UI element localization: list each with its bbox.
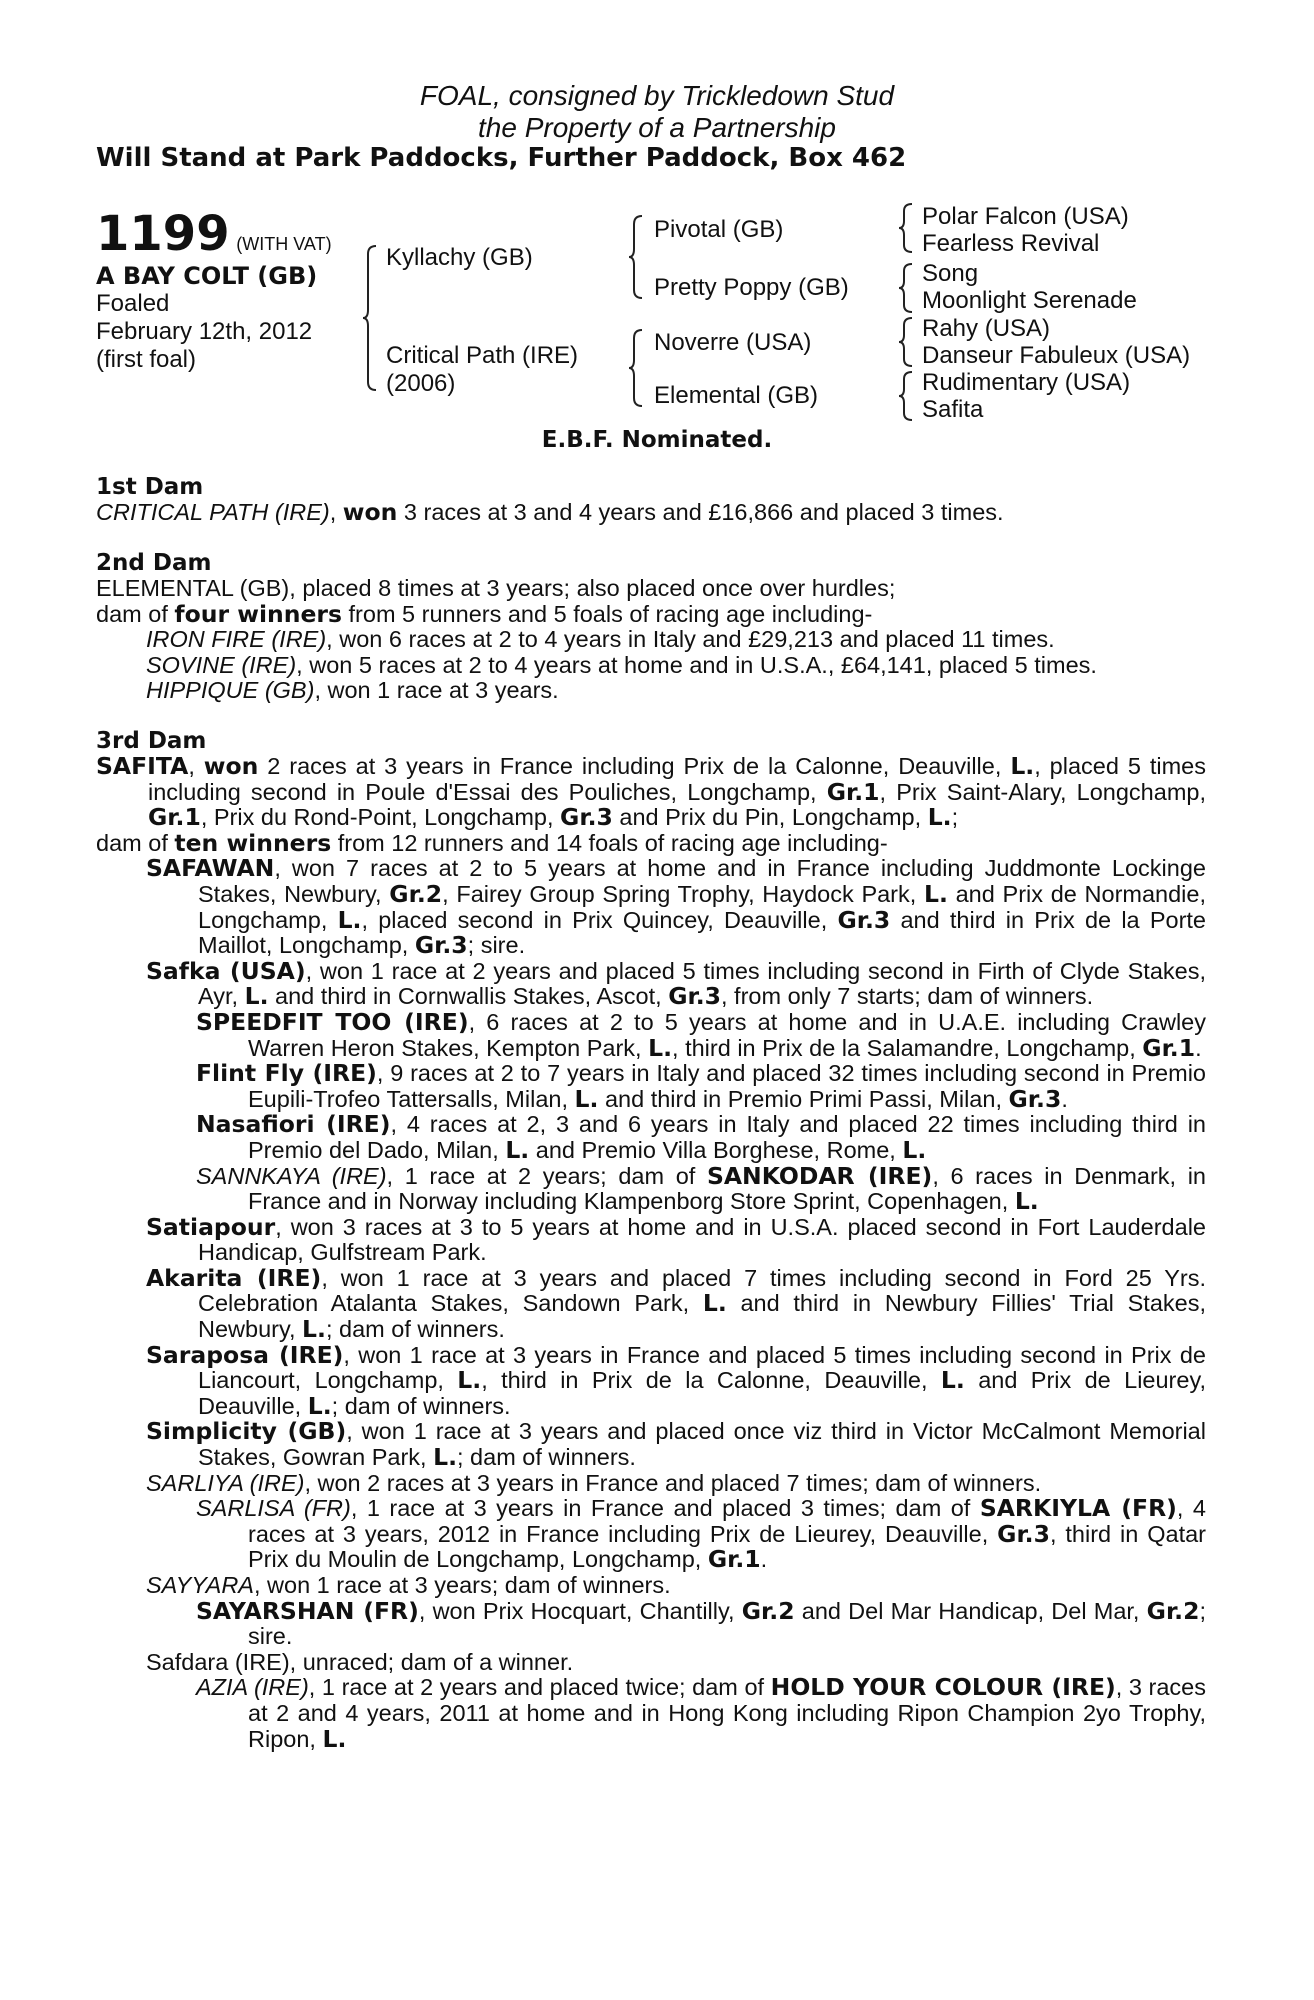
text-run: , won 1 race at 2 years and placed 5 times including second in Firth of Clyde Stakes, Ayr, — [198, 957, 1206, 1010]
text-run: , won 1 race at 3 years in France and placed 5 times including second in Prix de Liancourt, Longchamp, — [198, 1341, 1206, 1394]
bold-text: L. — [322, 1724, 347, 1753]
bold-text: Gr.1 — [1142, 1033, 1196, 1062]
property-line: the Property of a Partnership — [478, 112, 836, 143]
third-dam-section — [96, 728, 1206, 1752]
text-run: ; sire. — [248, 1597, 1206, 1650]
bold-text: SANKODAR (IRE) — [706, 1161, 933, 1190]
text-run: . — [760, 1546, 768, 1573]
lot-title: A BAY COLT (GB) — [96, 262, 318, 290]
bold-text: L. — [337, 905, 362, 934]
bold-text: Simplicity (GB) — [146, 1417, 347, 1446]
entry-paragraph — [96, 1061, 1206, 1112]
italic-text: SOVINE (IRE) — [146, 651, 297, 678]
entry-paragraph — [96, 754, 1206, 831]
second-dam-body — [96, 576, 1206, 704]
text-run: , 6 races in Denmark, in France and in Norway including Klampenborg Store Sprint, Copenhagen, — [248, 1162, 1206, 1215]
entry-paragraph — [96, 1596, 1206, 1650]
ped-sdd: Moonlight Serenade — [922, 287, 1137, 314]
bold-text: L. — [648, 1033, 673, 1062]
bold-text: Gr.2 — [741, 1596, 795, 1625]
second-dam-heading: 2nd Dam — [96, 550, 212, 576]
bold-text: L. — [505, 1135, 530, 1164]
bold-text: Safka (USA) — [146, 956, 306, 985]
bold-text: four winners — [174, 599, 342, 628]
entry-paragraph — [96, 1419, 1206, 1470]
text-run: , won Prix Hocquart, Chantilly, — [418, 1597, 742, 1624]
bold-text: won — [342, 498, 398, 526]
italic-text: SARLIYA (IRE) — [146, 1469, 305, 1496]
text-run: , 3 races at 2 and 4 years, 2011 at home and in Hong Kong including Ripon Champion 2yo Trophy, Ripon, — [248, 1674, 1207, 1752]
bold-text: SAFAWAN — [146, 854, 275, 883]
entry-paragraph — [96, 653, 1206, 679]
bold-text: Flint Fly (IRE) — [196, 1059, 377, 1088]
bold-text: Gr.1 — [826, 777, 880, 806]
italic-text: SANNKAYA (IRE) — [196, 1162, 387, 1189]
entry-paragraph — [96, 1263, 1207, 1344]
bold-text: L. — [1010, 752, 1035, 780]
text-run: , — [188, 753, 204, 779]
text-run: , 4 races at 2, 3 and 6 years in Italy and placed 22 times including third in Premio del Dado, Milan, — [248, 1111, 1206, 1163]
bold-text: Akarita (IRE) — [146, 1263, 322, 1292]
ped-sd: Pretty Poppy (GB) — [654, 274, 849, 301]
bold-text: SAYARSHAN (FR) — [196, 1596, 419, 1625]
ped-ddd: Safita — [922, 396, 984, 423]
text-run: . — [1195, 1034, 1202, 1061]
lot-number: 1199 — [96, 206, 230, 262]
text-run: , 1 race at 2 years; dam of — [386, 1162, 707, 1189]
text-run: ; sire. — [467, 932, 526, 959]
dam-year: (2006) — [386, 370, 456, 397]
text-run: and Premio Villa Borghese, Rome, — [529, 1136, 903, 1163]
text-run: ; dam of winners. — [331, 1392, 511, 1419]
entry-paragraph — [96, 1650, 1206, 1676]
bold-text: L. — [574, 1084, 599, 1113]
bold-text: Gr.3 — [997, 1519, 1050, 1548]
entry-paragraph — [96, 1496, 1206, 1573]
text-run: ; — [951, 804, 959, 831]
text-run: and Del Mar Handicap, Del Mar, — [794, 1597, 1147, 1624]
consignor-line: FOAL, consigned by Trickledown Stud — [419, 80, 895, 111]
text-run: and Prix de Lieurey, Deauville, — [198, 1367, 1206, 1419]
bold-text: L. — [940, 1366, 965, 1395]
italic-text: SARLISA (FR) — [196, 1495, 351, 1522]
first-dam-text — [96, 500, 1206, 526]
text-run: from 12 runners and 14 foals of racing age including- — [331, 829, 888, 856]
bold-text: won — [203, 752, 259, 780]
text-run: . — [1061, 1085, 1068, 1112]
bold-text: Gr.2 — [1146, 1596, 1200, 1625]
entry-paragraph — [96, 1112, 1206, 1163]
ped-dss: Rahy (USA) — [922, 315, 1051, 342]
lot-number-line — [96, 208, 332, 260]
text-run: , 9 races at 2 to 7 years in Italy and placed 32 times including second in Premio Eupili-Trofeo Tattersalls, Milan, — [248, 1060, 1206, 1112]
bold-text: L. — [244, 982, 269, 1011]
text-run: , won 1 race at 3 years. — [314, 677, 559, 704]
bold-text: SPEEDFIT TOO (IRE) — [196, 1007, 469, 1036]
stand-line: Will Stand at Park Paddocks, Further Paddock, Box 462 — [96, 143, 907, 173]
text-run: , won 7 races at 2 to 5 years at home and in France including Juddmonte Lockinge Stakes, Newbury, — [198, 855, 1206, 907]
bold-text: Gr.1 — [707, 1545, 761, 1574]
italic-text: AZIA (IRE) — [196, 1674, 309, 1701]
text-run: , won 6 races at 2 to 4 years in Italy and £29,213 and placed 11 times. — [326, 626, 1055, 653]
ped-ds: Noverre (USA) — [654, 329, 812, 356]
text-run: and third in Newbury Fillies' Trial Stakes, Newbury, — [198, 1290, 1206, 1343]
entry-paragraph — [96, 1573, 1206, 1599]
bold-text: Gr.2 — [389, 879, 443, 908]
ped-ss: Pivotal (GB) — [654, 216, 784, 243]
bold-text: ten winners — [174, 828, 332, 857]
third-dam-body — [96, 754, 1206, 1752]
text-run: , third in Prix de la Calonne, Deauville, — [481, 1367, 941, 1394]
text-run: , won 1 race at 3 years and placed once viz third in Victor McCalmont Memorial Stakes, Gowran Park, — [198, 1418, 1206, 1471]
text-run: , third in Prix de la Salamandre, Longchamp, — [672, 1034, 1143, 1061]
dam-name: Critical Path (IRE) — [386, 342, 579, 369]
text-run: ; dam of winners. — [325, 1316, 505, 1343]
third-dam-heading: 3rd Dam — [96, 728, 207, 754]
ped-dd: Elemental (GB) — [654, 382, 819, 409]
italic-text: CRITICAL PATH (IRE) — [96, 499, 330, 525]
entry-paragraph — [96, 856, 1206, 958]
entry-paragraph — [96, 576, 1206, 602]
text-run: , placed 5 times including second in Poule d'Essai des Pouliches, Longchamp, — [148, 753, 1206, 805]
ss-brace — [898, 202, 914, 254]
text-run: , Prix Saint-Alary, Longchamp, — [879, 778, 1206, 805]
entry-paragraph — [96, 1471, 1206, 1497]
foaled-date: February 12th, 2012 — [96, 318, 313, 345]
entry-paragraph — [96, 1340, 1206, 1420]
text-run: , won 2 races at 3 years in France and placed 7 times; dam of winners. — [304, 1469, 1042, 1496]
ped-dsd: Danseur Fabuleux (USA) — [922, 342, 1191, 369]
bold-text: Gr.3 — [560, 803, 613, 832]
text-run: , won 5 races at 2 to 4 years at home and in U.S.A., £64,141, placed 5 times. — [296, 651, 1097, 678]
bold-text: L. — [1014, 1187, 1039, 1216]
entry-paragraph — [96, 828, 1206, 857]
text-run: dam of — [96, 829, 175, 856]
first-dam-heading: 1st Dam — [96, 474, 204, 500]
text-run: , Prix du Rond-Point, Longchamp, — [200, 804, 561, 831]
italic-text: SAYYARA — [146, 1572, 254, 1598]
ped-sds: Song — [922, 260, 979, 287]
bold-text: Gr.3 — [1008, 1084, 1062, 1113]
bold-text: Gr.3 — [414, 931, 468, 960]
text-run: and third in Cornwallis Stakes, Ascot, — [268, 983, 669, 1010]
bold-text: Satiapour — [146, 1212, 276, 1241]
ped-sss: Polar Falcon (USA) — [922, 203, 1129, 230]
text-run: 2 races at 3 years in France including Prix de la Calonne, Deauville, — [258, 753, 1011, 779]
text-run: , third in Qatar Prix du Moulin de Longchamp, Longchamp, — [248, 1520, 1206, 1573]
bold-text: SAFITA — [96, 752, 189, 780]
bold-text: Saraposa (IRE) — [146, 1340, 344, 1369]
text-run: ELEMENTAL (GB), placed 8 times at 3 years; also placed once over hurdles; — [96, 575, 896, 601]
text-run: , 6 races at 2 to 5 years at home and in U.A.E. including Crawley Warren Heron Stakes, Kempton Park, — [248, 1008, 1206, 1061]
bold-text: L. — [433, 1443, 457, 1472]
bold-text: Gr.3 — [668, 982, 721, 1011]
foaled-label: Foaled — [96, 290, 170, 317]
first-dam-section — [96, 474, 1206, 526]
text-run: 3 races at 3 and 4 years and £16,866 and placed 3 times. — [397, 499, 1004, 525]
ebf-nominated: E.B.F. Nominated. — [541, 427, 773, 453]
text-run: from 5 runners and 5 foals of racing age including- — [342, 600, 873, 627]
italic-text: IRON FIRE (IRE) — [146, 626, 327, 653]
text-run: dam of — [96, 600, 175, 627]
text-run: , won 1 race at 3 years and placed 7 times including second in Ford 25 Yrs. Celebration Atalanta Stakes, Sandown Park, — [198, 1264, 1207, 1317]
entry-paragraph — [96, 678, 1206, 704]
foal-note: (first foal) — [96, 346, 197, 373]
entry-paragraph — [96, 956, 1206, 1011]
text-run: and third in Premio Primi Passi, Milan, — [598, 1085, 1009, 1112]
bold-text: L. — [927, 803, 952, 832]
entry-paragraph — [96, 1007, 1206, 1062]
text-run: and Prix du Pin, Longchamp, — [612, 804, 928, 831]
sd-brace — [898, 262, 914, 314]
text-run: , Fairey Group Spring Trophy, Haydock Park, — [442, 880, 924, 907]
ped-ssd: Fearless Revival — [922, 230, 1100, 257]
entry-paragraph — [96, 1675, 1206, 1752]
bold-text: SARKIYLA (FR) — [979, 1494, 1177, 1523]
text-run: , 1 race at 2 years and placed twice; dam of — [308, 1674, 771, 1701]
dd-brace — [898, 370, 914, 422]
text-run: , 4 races at 3 years, 2012 in France including Prix de Lieurey, Deauville, — [248, 1495, 1206, 1547]
sire-line-brace — [628, 214, 644, 300]
bold-text: L. — [302, 1315, 326, 1344]
text-run: , won 3 races at 3 to 5 years at home and in U.S.A. placed second in Fort Lauderdale Handicap, Gulfstream Park. — [198, 1213, 1206, 1266]
bold-text: Gr.1 — [148, 803, 201, 832]
text-run: Safdara (IRE), unraced; dam of a winner. — [146, 1648, 574, 1675]
bold-text: HOLD YOUR COLOUR (IRE) — [770, 1673, 1116, 1702]
entry-paragraph — [96, 1212, 1206, 1266]
text-run: , from only 7 starts; dam of winners. — [721, 983, 1094, 1010]
italic-text: HIPPIQUE (GB) — [146, 677, 315, 704]
sire-dam-brace — [362, 244, 378, 392]
ds-brace — [898, 316, 914, 368]
entry-paragraph — [96, 627, 1206, 653]
entry-paragraph — [96, 599, 1206, 628]
text-run: ; dam of winners. — [457, 1444, 636, 1471]
text-run: and third in Prix de la Porte Maillot, Longchamp, — [198, 906, 1206, 959]
ped-dds: Rudimentary (USA) — [922, 369, 1131, 396]
bold-text: L. — [702, 1289, 727, 1318]
text-run: , — [329, 499, 343, 525]
vat-label: (WITH VAT) — [236, 234, 332, 254]
bold-text: L. — [924, 879, 948, 908]
sire-name: Kyllachy (GB) — [386, 244, 533, 271]
bold-text: L. — [902, 1135, 927, 1164]
second-dam-section — [96, 550, 1206, 704]
text-run: and Prix de Normandie, Longchamp, — [198, 880, 1207, 933]
bold-text: Nasafiori (IRE) — [196, 1110, 391, 1139]
text-run: , placed second in Prix Quincey, Deauville, — [361, 906, 838, 933]
bold-text: L. — [307, 1391, 332, 1420]
bold-text: Gr.3 — [837, 905, 891, 934]
bold-text: L. — [457, 1366, 482, 1395]
dam-line-brace — [628, 328, 644, 408]
text-run: , won 1 race at 3 years; dam of winners. — [253, 1572, 671, 1598]
entry-paragraph — [96, 1161, 1206, 1216]
text-run: , 1 race at 3 years in France and placed 3 times; dam of — [350, 1495, 980, 1522]
